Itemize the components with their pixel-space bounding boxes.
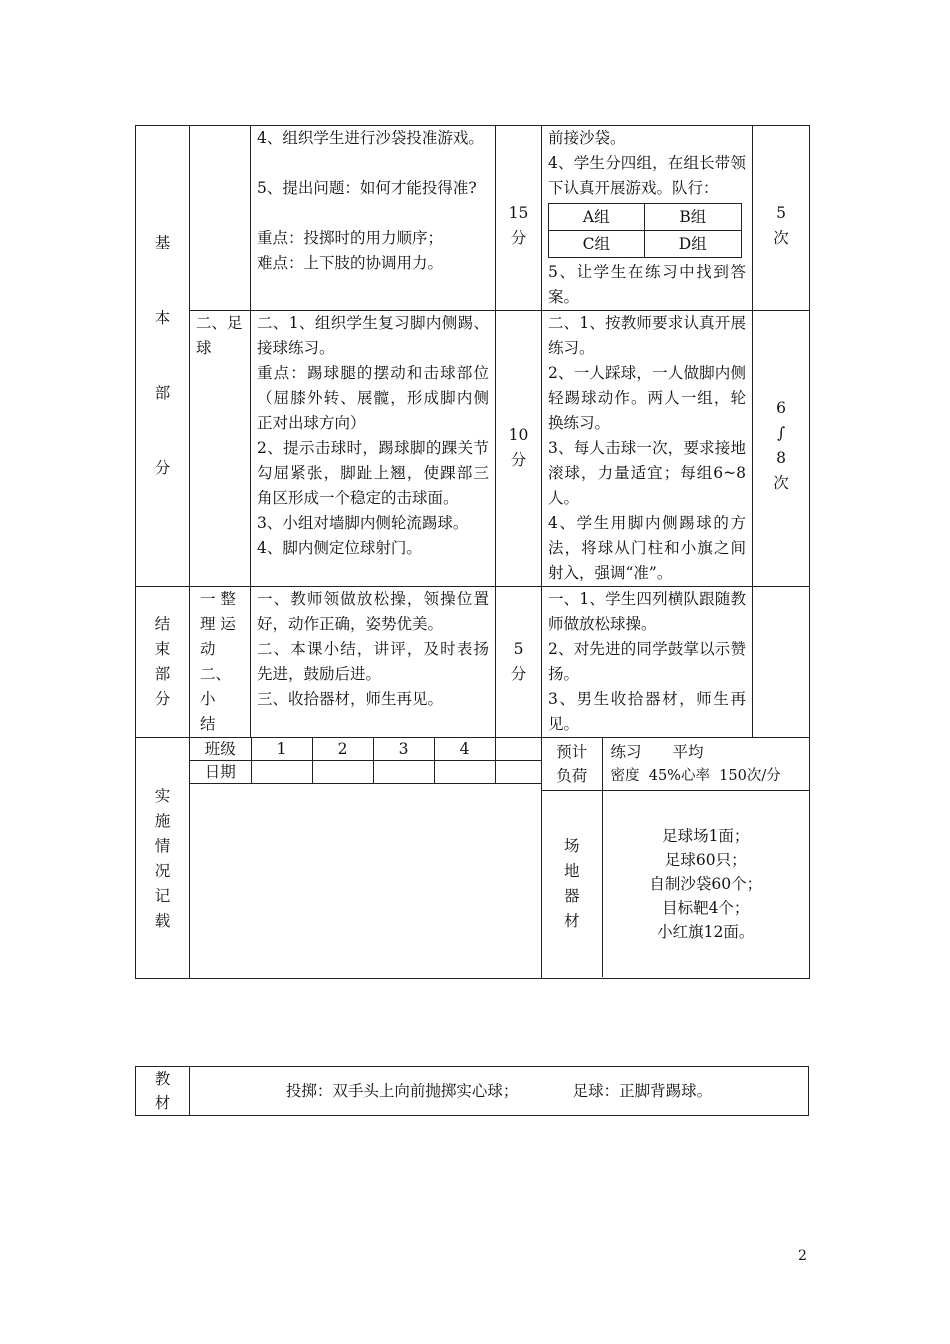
label-char: 材	[154, 1094, 171, 1112]
text-line: 4、学生用脚内侧踢球的方法，将球从门柱和小旗之间射入，强调“准”。	[548, 514, 746, 582]
label-char: 本	[154, 309, 171, 327]
text-line: 理 运	[200, 615, 236, 633]
load-value	[602, 738, 809, 791]
text-line: 负荷	[556, 767, 588, 785]
group-cell: D组	[644, 231, 741, 258]
load-venue-area	[542, 738, 810, 979]
text-line: 动	[200, 640, 216, 658]
class-cell: 2	[312, 738, 373, 761]
label-char: 分	[154, 459, 171, 477]
materials-text: 投掷：双手头上向前抛掷实心球； 足球：正脚背踢球。	[190, 1067, 809, 1116]
end-row-reps	[753, 587, 810, 738]
lesson-plan-table	[135, 125, 810, 979]
text-line: 重点：投掷时的用力顺序；	[257, 229, 444, 247]
label-char: 场	[563, 837, 580, 855]
basic-row-2-reps	[753, 311, 810, 587]
class-label: 班级	[190, 738, 251, 761]
text-line: 2、提示击球时，踢球脚的踝关节勾屈紧张，脚趾上翘，使踝部三角区形成一个稳定的击球面。	[257, 439, 489, 507]
group-table	[548, 203, 742, 258]
reps-value: 8	[776, 449, 786, 467]
date-cell	[312, 761, 373, 784]
text-line: 4、脚内侧定位球射门。	[257, 539, 422, 557]
basic-row-1-time	[496, 126, 542, 311]
venue-item: 自制沙袋60个；	[649, 875, 763, 893]
time-unit: 分	[510, 451, 527, 469]
date-cell	[251, 761, 312, 784]
materials-label	[136, 1067, 190, 1116]
text-line: 二、1、按教师要求认真开展练习。	[548, 314, 746, 357]
basic-row-1-teacher	[251, 126, 496, 311]
end-row-time	[496, 587, 542, 738]
label-char: 结	[154, 615, 171, 633]
time-unit: 分	[510, 229, 527, 247]
record-row	[136, 738, 810, 979]
label-char: 分	[154, 690, 171, 708]
reps-value: 6	[776, 399, 786, 417]
time-value: 10	[508, 426, 529, 444]
text-line: 3、小组对墙脚内侧轮流踢球。	[257, 514, 469, 532]
label-char: 器	[563, 887, 580, 905]
class-cell: 4	[434, 738, 495, 761]
label-char: 记	[154, 887, 171, 905]
text-line: 2、一人踩球，一人做脚内侧轻踢球动作。两人一组，轮换练习。	[548, 364, 746, 432]
text-line: 2、对先进的同学鼓掌以示赞扬。	[548, 640, 746, 683]
text-line: 5、让学生在练习中找到答案。	[548, 263, 746, 306]
text-line: 难点：上下肢的协调用力。	[257, 254, 444, 272]
label-char: 载	[154, 912, 171, 930]
text-line: 二、1、组织学生复习脚内侧踢、接球练习。	[257, 314, 489, 357]
text-line: 一 整	[200, 590, 236, 608]
time-unit: 分	[510, 665, 527, 683]
materials-table	[135, 1066, 809, 1116]
end-section-label	[136, 587, 190, 738]
basic-row-2-item	[190, 311, 251, 587]
label-char: 部	[154, 665, 171, 683]
label-char: 教	[154, 1070, 171, 1088]
record-section-label	[136, 738, 190, 979]
basic-row-2	[136, 311, 810, 587]
group-cell: A组	[549, 204, 645, 231]
text-line: 三、收拾器材，师生再见。	[257, 690, 444, 708]
date-cell	[373, 761, 434, 784]
date-cell	[434, 761, 495, 784]
class-cell: 3	[373, 738, 434, 761]
text-line: 预计	[556, 743, 588, 761]
time-value: 5	[513, 640, 524, 658]
reps-range-symbol: ∫	[776, 424, 786, 442]
text-line: 4、学生分四组，在组长带领下认真开展游戏。队行：	[548, 154, 746, 197]
page-number: 2	[798, 1248, 807, 1264]
label-char: 实	[154, 787, 171, 805]
date-cell	[495, 761, 541, 784]
group-cell: B组	[644, 204, 741, 231]
record-area	[190, 738, 542, 979]
reps-value: 5	[776, 204, 786, 222]
label-char: 况	[154, 862, 171, 880]
text-line: 5、提出问题：如何才能投得准?	[257, 179, 477, 197]
basic-row-1-reps	[753, 126, 810, 311]
reps-unit: 次	[773, 474, 789, 492]
venue-item: 小红旗12面。	[657, 923, 755, 941]
label-char: 材	[563, 912, 580, 930]
venue-label	[542, 791, 602, 978]
class-cell: 1	[251, 738, 312, 761]
end-row-item	[190, 587, 251, 738]
basic-row-2-teacher	[251, 311, 496, 587]
label-char: 基	[154, 234, 171, 252]
text-line: 3、每人击球一次，要求接地滚球，力量适宜；每组6~8人。	[548, 439, 746, 507]
text-line: 二、小	[200, 665, 232, 708]
label-char: 束	[154, 640, 171, 658]
basic-row-1-student	[542, 126, 753, 311]
label-char: 施	[154, 812, 171, 830]
text-line: 密度 45%心率 150次/分	[610, 768, 781, 784]
text-line: 前接沙袋。	[548, 129, 626, 147]
class-cell	[495, 738, 541, 761]
label-char: 地	[563, 862, 580, 880]
text-line: 3、男生收拾器材，师生再见。	[548, 690, 746, 733]
class-date-grid	[190, 738, 541, 784]
venue-item: 足球场1面；	[662, 827, 750, 845]
end-row	[136, 587, 810, 738]
venue-items	[602, 791, 809, 978]
venue-item: 足球60只；	[664, 851, 747, 869]
reps-unit: 次	[773, 229, 789, 247]
group-cell: C组	[549, 231, 645, 258]
text-line	[257, 201, 489, 226]
basic-section-label	[136, 126, 190, 587]
time-value: 15	[508, 204, 529, 222]
load-label	[542, 738, 602, 791]
text-line: 二、足	[196, 314, 243, 332]
text-line: 球	[196, 339, 212, 357]
basic-row-1-item	[190, 126, 251, 311]
text-line: 结	[200, 715, 216, 733]
text-line: 二、本课小结，讲评，及时表扬先进，鼓励后进。	[257, 640, 489, 683]
load-venue-grid	[542, 738, 809, 977]
end-row-student	[542, 587, 753, 738]
text-line: 4、组织学生进行沙袋投准游戏。	[257, 129, 484, 147]
text-line: 一、教师领做放松操，领操位置好，动作正确，姿势优美。	[257, 590, 489, 633]
basic-row-1	[136, 126, 810, 311]
date-label: 日期	[190, 761, 251, 784]
label-char: 部	[154, 384, 171, 402]
venue-item: 目标靶4个；	[662, 899, 750, 917]
basic-row-2-student	[542, 311, 753, 587]
basic-row-2-time	[496, 311, 542, 587]
end-row-teacher	[251, 587, 496, 738]
text-line: 练习 平均	[610, 743, 704, 761]
text-line: 重点：踢球腿的摆动和击球部位（屈膝外转、展髋，形成脚内侧正对出球方向）	[257, 364, 489, 432]
text-line	[257, 151, 489, 176]
label-char: 情	[154, 837, 171, 855]
text-line: 一、1、学生四列横队跟随教师做放松球操。	[548, 590, 746, 633]
